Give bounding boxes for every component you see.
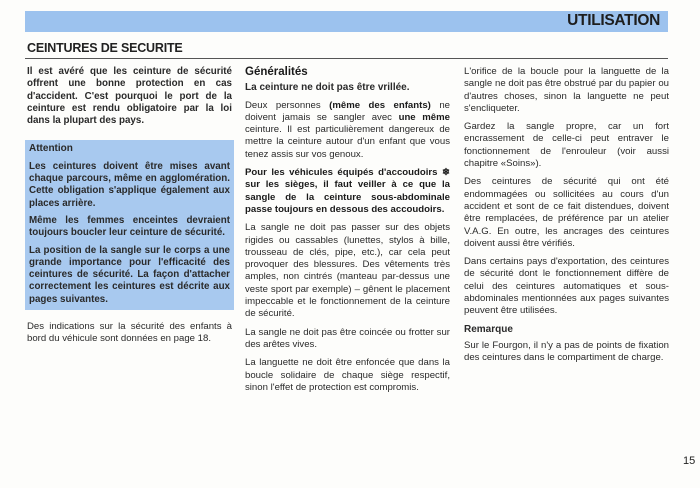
intro-paragraph: Il est avéré que les ceinture de sécurité offrent une bonne protection en cas d'accident. C'est pourquoi le port de la ceinture est rendu obligatoire par la loi dans la plupart des pays.	[27, 66, 232, 127]
armrest-warning: Pour les véhicules équipés d'accoudoirs ❄ sur les sièges, il faut veiller à ce que la sangle de la ceinture sous-abdominale passe toujours en dessous des accoudoirs.	[245, 167, 450, 215]
attention-paragraph: Les ceintures doivent être mises avant chaque parcours, même en agglomération. Cette obligation s'applique également aux places arrière.	[29, 160, 230, 209]
remark-heading: Remarque	[464, 323, 513, 335]
column-1	[27, 66, 232, 352]
attention-paragraph: Même les femmes enceintes devraient toujours boucler leur ceinture de sécurité.	[29, 214, 230, 239]
chapter-header-band	[25, 11, 668, 32]
buckle-orifice-paragraph: L'orifice de la boucle pour la languette de la sangle ne doit pas être obstrué par du papier ou d'autres choses, sinon la languette ne peut s'encliqueter.	[464, 66, 669, 114]
section-title: CEINTURES DE SECURITE	[27, 41, 183, 55]
emphasis: (même des enfants)	[329, 99, 431, 111]
column-3	[464, 66, 669, 371]
attention-box	[25, 140, 234, 310]
attention-title: Attention	[29, 143, 73, 155]
chapter-title: UTILISATION	[567, 12, 660, 29]
export-countries-paragraph: Dans certains pays d'exportation, des ceintures de sécurité dont le fonctionnement diffère de celui des ceintures automatiques et sous-abdominales mentionnées aux pages suivantes peuvent être utilisées.	[464, 256, 669, 317]
rigid-objects-paragraph: La sangle ne doit pas passer sur des objets rigides ou cassables (lunettes, stylos à bille, trousseau de clés, pipe, etc.), car cela peut provoquer des blessures. Des vêtements très amples, non cintrés (manteau par-dessus une veste sport par exemple) – gênent le placement impeccable et le fonctionnement de la ceinture de sécurité.	[245, 222, 450, 320]
remark-paragraph: Sur le Fourgon, il n'y a pas de points de fixation des ceintures dans le compartiment de charge.	[464, 339, 669, 364]
attention-paragraph: La position de la sangle sur le corps a une grande importance pour l'efficacité des ceintures de sécurité. La façon d'attacher correctement les ceintures est décrite aux pages suivantes.	[29, 244, 230, 305]
twist-warning-heading: La ceinture ne doit pas être vrillée.	[245, 82, 410, 94]
tongue-paragraph: La languette ne doit être enfoncée que dans la boucle solidaire de chaque siège respectif, sinon l'effet de protection est compromis.	[245, 357, 450, 393]
generalities-heading: Généralités	[245, 66, 308, 78]
page-number: 15	[683, 455, 696, 467]
emphasis: une même	[398, 111, 450, 123]
damaged-belts-paragraph: Des ceintures de sécurité qui ont été endommagées ou sollicitées au cours d'un accident et sont de ce fait distendues, doivent être remplacées, de préférence par un atelier V.A.G. En outre, les ancrages des ceintures doivent aussi être vérifiés.	[464, 176, 669, 249]
clean-strap-paragraph: Gardez la sangle propre, car un fort encrassement de celle-ci peut entraver le fonctionnement de l'enrouleur (voir aussi chapitre «Soins»).	[464, 121, 669, 170]
text: ceinture. Il est particulièrement dangereux de mettre la ceinture autour d'un enfant que vous tenez assis sur vos genoux.	[245, 124, 450, 160]
children-safety-note: Des indications sur la sécurité des enfants à bord du véhicule sont données en page 18.	[27, 321, 232, 345]
section-divider	[25, 58, 668, 59]
sharp-edges-paragraph: La sangle ne doit pas être coincée ou frotter sur des arêtes vives.	[245, 326, 450, 350]
text: Deux personnes	[245, 99, 330, 111]
text: ne doivent jamais se sangler avec	[245, 99, 450, 123]
column-2	[245, 66, 450, 400]
one-person-paragraph	[245, 100, 450, 161]
